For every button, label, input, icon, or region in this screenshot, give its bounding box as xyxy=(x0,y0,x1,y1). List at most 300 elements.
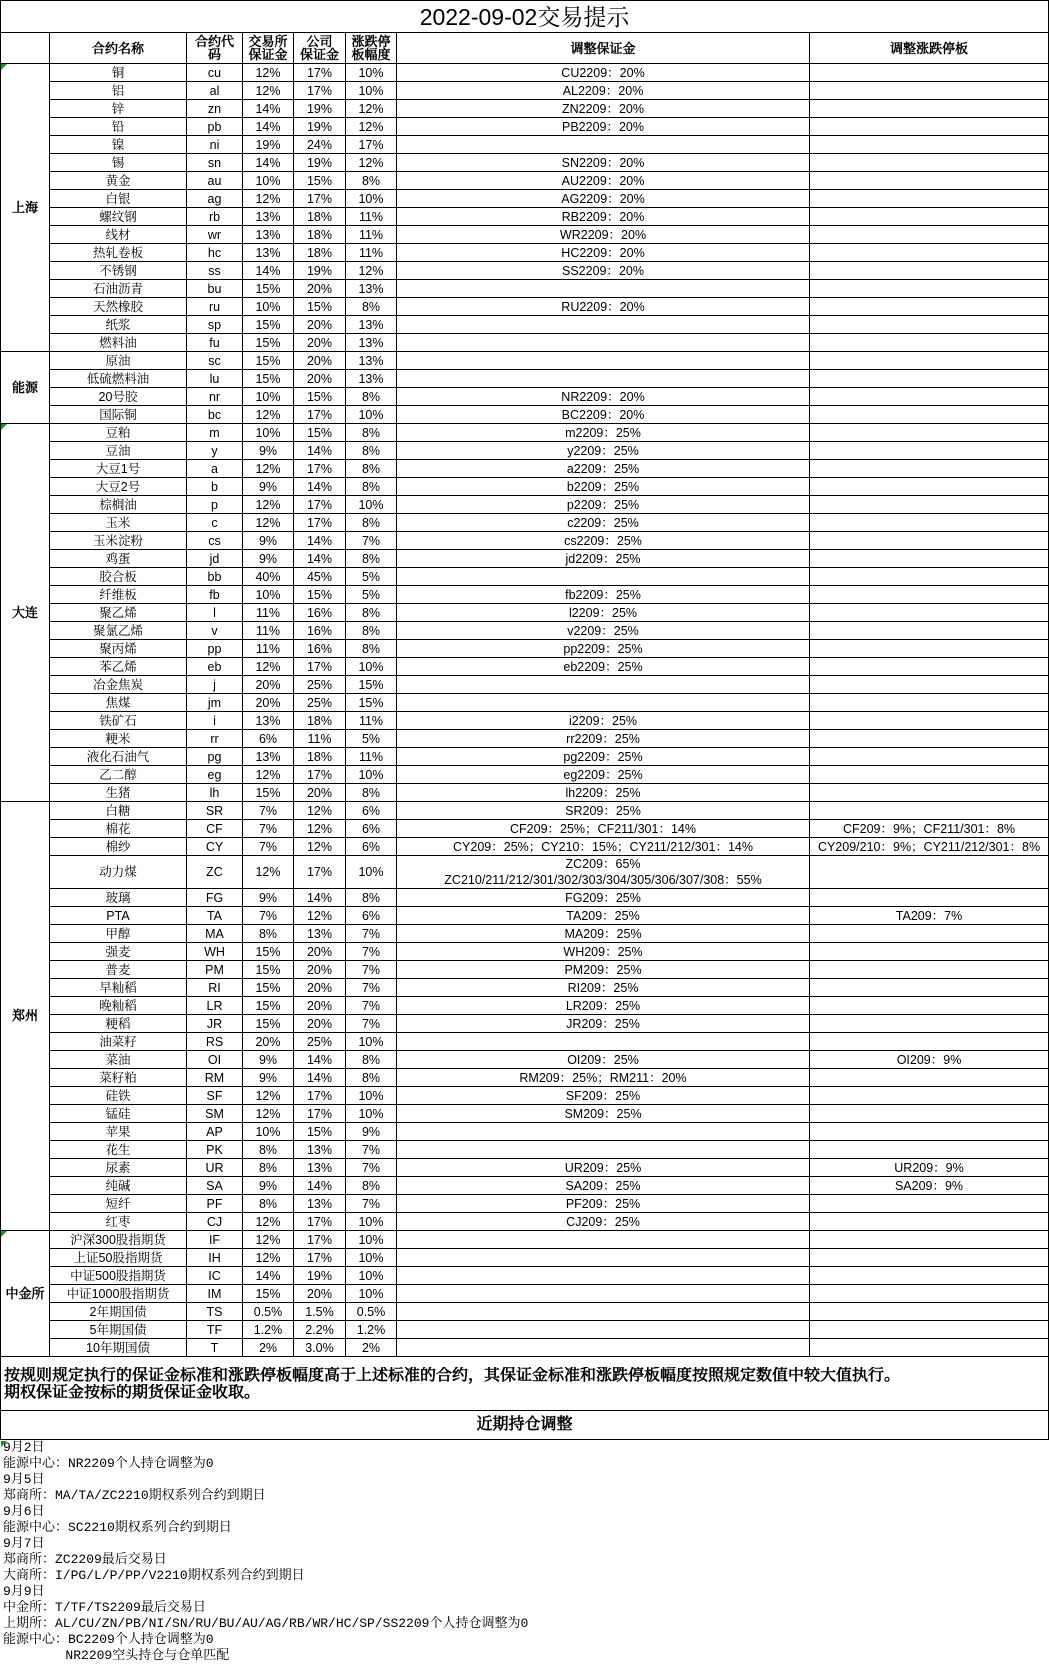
table-row xyxy=(1,820,1049,838)
adjusted-limit-cell xyxy=(810,694,1049,712)
adjusted-limit-cell xyxy=(810,208,1049,226)
exchange-margin-cell: 20% xyxy=(243,1033,294,1051)
table-row xyxy=(1,586,1049,604)
table-row xyxy=(1,334,1049,352)
company-margin-cell: 16% xyxy=(294,622,346,640)
contract-code-cell: nr xyxy=(187,388,243,406)
holding-line: 郑商所：ZC2209最后交易日 xyxy=(3,1552,167,1567)
adjusted-limit-cell: SA209：9% xyxy=(810,1177,1049,1195)
exchange-margin-cell: 13% xyxy=(243,712,294,730)
adjusted-margin-cell xyxy=(397,676,810,694)
table-row xyxy=(1,640,1049,658)
price-limit-cell: 7% xyxy=(346,961,397,979)
price-limit-cell: 10% xyxy=(346,1285,397,1303)
company-margin-cell: 13% xyxy=(294,1159,346,1177)
table-row xyxy=(1,424,1049,442)
adjusted-limit-cell xyxy=(810,154,1049,172)
company-margin-cell: 19% xyxy=(294,100,346,118)
exchange-margin-cell: 9% xyxy=(243,1069,294,1087)
adjusted-margin-cell: fb2209：25% xyxy=(397,586,810,604)
exchange-margin-cell: 15% xyxy=(243,979,294,997)
contract-name-cell: 纤维板 xyxy=(50,586,187,604)
exchange-margin-cell: 8% xyxy=(243,1141,294,1159)
contract-name-cell: 铁矿石 xyxy=(50,712,187,730)
column-header-exchange-margin: 交易所 保证金 xyxy=(243,33,294,64)
contract-code-cell: rr xyxy=(187,730,243,748)
contract-code-cell: ag xyxy=(187,190,243,208)
contract-code-cell: jm xyxy=(187,694,243,712)
exchange-margin-cell: 13% xyxy=(243,244,294,262)
company-margin-cell: 20% xyxy=(294,961,346,979)
contract-name-cell: 豆粕 xyxy=(50,424,187,442)
price-limit-cell: 10% xyxy=(346,1213,397,1231)
adjusted-margin-cell xyxy=(397,1285,810,1303)
adjusted-limit-cell xyxy=(810,532,1049,550)
contract-name-cell: 石油沥青 xyxy=(50,280,187,298)
table-row xyxy=(1,1213,1049,1231)
contract-name-cell: 晚籼稻 xyxy=(50,997,187,1015)
company-margin-cell: 20% xyxy=(294,352,346,370)
holding-line: 9月5日 xyxy=(3,1472,45,1487)
adjusted-margin-cell xyxy=(397,1123,810,1141)
column-header-contract-code: 合约代 码 xyxy=(187,33,243,64)
contract-code-cell: LR xyxy=(187,997,243,1015)
table-head xyxy=(1,1,1049,64)
contract-code-cell: IC xyxy=(187,1267,243,1285)
contract-name-cell: 锰硅 xyxy=(50,1105,187,1123)
adjusted-limit-cell xyxy=(810,82,1049,100)
exchange-margin-cell: 12% xyxy=(243,64,294,82)
price-limit-cell: 8% xyxy=(346,424,397,442)
adjusted-limit-cell xyxy=(810,766,1049,784)
table-row xyxy=(1,1069,1049,1087)
table-row xyxy=(1,961,1049,979)
company-margin-cell: 17% xyxy=(294,1249,346,1267)
price-limit-cell: 8% xyxy=(346,604,397,622)
company-margin-cell: 17% xyxy=(294,1213,346,1231)
exchange-margin-cell: 15% xyxy=(243,280,294,298)
contract-name-cell: 热轧卷板 xyxy=(50,244,187,262)
contract-name-cell: 2年期国债 xyxy=(50,1303,187,1321)
adjusted-limit-cell xyxy=(810,1285,1049,1303)
contract-code-cell: sn xyxy=(187,154,243,172)
table-row xyxy=(1,244,1049,262)
adjusted-margin-cell: NR2209：20% xyxy=(397,388,810,406)
adjusted-limit-cell xyxy=(810,586,1049,604)
adjusted-margin-cell: LR209：25% xyxy=(397,997,810,1015)
contract-code-cell: RI xyxy=(187,979,243,997)
company-margin-cell: 14% xyxy=(294,1177,346,1195)
adjusted-margin-cell: RB2209：20% xyxy=(397,208,810,226)
contract-code-cell: i xyxy=(187,712,243,730)
adjusted-limit-cell xyxy=(810,925,1049,943)
contract-code-cell: c xyxy=(187,514,243,532)
contract-name-cell: 棉花 xyxy=(50,820,187,838)
table-row xyxy=(1,478,1049,496)
company-margin-cell: 2.2% xyxy=(294,1321,346,1339)
table-row xyxy=(1,784,1049,802)
price-limit-cell: 7% xyxy=(346,1015,397,1033)
exchange-margin-cell: 12% xyxy=(243,514,294,532)
exchange-margin-cell: 12% xyxy=(243,190,294,208)
contract-name-cell: 沪深300股指期货 xyxy=(50,1231,187,1249)
company-margin-cell: 14% xyxy=(294,442,346,460)
price-limit-cell: 10% xyxy=(346,64,397,82)
contract-name-cell: 白糖 xyxy=(50,802,187,820)
adjusted-margin-cell: CU2209：20% xyxy=(397,64,810,82)
contract-name-cell: 镍 xyxy=(50,136,187,154)
adjusted-margin-cell: AG2209：20% xyxy=(397,190,810,208)
holding-line: 9月2日 xyxy=(3,1440,45,1455)
adjusted-margin-cell: ZN2209：20% xyxy=(397,100,810,118)
company-margin-cell: 15% xyxy=(294,1123,346,1141)
price-limit-cell: 8% xyxy=(346,298,397,316)
table-row xyxy=(1,514,1049,532)
company-margin-cell: 14% xyxy=(294,478,346,496)
adjusted-limit-cell xyxy=(810,262,1049,280)
contract-code-cell: j xyxy=(187,676,243,694)
table-row xyxy=(1,118,1049,136)
adjusted-limit-cell xyxy=(810,1267,1049,1285)
company-margin-cell: 17% xyxy=(294,514,346,532)
adjusted-margin-cell xyxy=(397,1033,810,1051)
cell-comment-indicator-icon xyxy=(1,1231,7,1237)
contract-name-cell: 冶金焦炭 xyxy=(50,676,187,694)
company-margin-cell: 16% xyxy=(294,604,346,622)
table-row xyxy=(1,604,1049,622)
company-margin-cell: 17% xyxy=(294,460,346,478)
contract-code-cell: cs xyxy=(187,532,243,550)
rule-note: 按规则规定执行的保证金标准和涨跌停板幅度高于上述标准的合约，其保证金标准和涨跌停板幅度按照规定数值中较大值执行。 xyxy=(4,1367,901,1384)
exchange-margin-cell: 10% xyxy=(243,1123,294,1141)
table-row xyxy=(1,1195,1049,1213)
adjusted-margin-cell xyxy=(397,1267,810,1285)
adjusted-margin-cell xyxy=(397,316,810,334)
table-row xyxy=(1,1321,1049,1339)
table-row xyxy=(1,1033,1049,1051)
contract-name-cell: 20号胶 xyxy=(50,388,187,406)
table-row xyxy=(1,1339,1049,1357)
exchange-margin-cell: 20% xyxy=(243,694,294,712)
contract-code-cell: ZC xyxy=(187,856,243,889)
price-limit-cell: 15% xyxy=(346,676,397,694)
contract-name-cell: 棕榈油 xyxy=(50,496,187,514)
adjusted-limit-cell: CF209：9%；CF211/301：8% xyxy=(810,820,1049,838)
adjusted-margin-cell xyxy=(397,1249,810,1267)
cell-comment-indicator-icon xyxy=(1,64,7,70)
table-row xyxy=(1,1105,1049,1123)
contract-code-cell: p xyxy=(187,496,243,514)
table-row xyxy=(1,136,1049,154)
table-row xyxy=(1,712,1049,730)
adjusted-limit-cell xyxy=(810,1213,1049,1231)
table-row xyxy=(1,496,1049,514)
price-limit-cell: 7% xyxy=(346,925,397,943)
contract-name-cell: 苹果 xyxy=(50,1123,187,1141)
price-limit-cell: 10% xyxy=(346,1267,397,1285)
price-limit-cell: 12% xyxy=(346,154,397,172)
price-limit-cell: 6% xyxy=(346,802,397,820)
adjusted-limit-cell xyxy=(810,979,1049,997)
contract-name-cell: 粳稻 xyxy=(50,1015,187,1033)
price-limit-cell: 7% xyxy=(346,1159,397,1177)
price-limit-cell: 6% xyxy=(346,907,397,925)
table-row xyxy=(1,82,1049,100)
adjusted-margin-cell: lh2209：25% xyxy=(397,784,810,802)
adjusted-margin-cell xyxy=(397,1231,810,1249)
company-margin-cell: 12% xyxy=(294,838,346,856)
company-margin-cell: 17% xyxy=(294,1231,346,1249)
contract-code-cell: T xyxy=(187,1339,243,1357)
exchange-cell: 中金所 xyxy=(1,1231,50,1357)
holding-line: 中金所：T/TF/TS2209最后交易日 xyxy=(3,1600,206,1615)
adjusted-margin-cell: i2209：25% xyxy=(397,712,810,730)
exchange-margin-cell: 13% xyxy=(243,226,294,244)
table-row xyxy=(1,280,1049,298)
contract-name-cell: 燃料油 xyxy=(50,334,187,352)
adjusted-limit-cell xyxy=(810,1249,1049,1267)
company-margin-cell: 20% xyxy=(294,979,346,997)
holdings-section-title: 近期持仓调整 xyxy=(0,1410,1049,1440)
company-margin-cell: 20% xyxy=(294,784,346,802)
price-limit-cell: 10% xyxy=(346,1231,397,1249)
contract-name-cell: 红枣 xyxy=(50,1213,187,1231)
adjusted-limit-cell xyxy=(810,406,1049,424)
table-row xyxy=(1,1141,1049,1159)
exchange-margin-cell: 15% xyxy=(243,943,294,961)
exchange-margin-cell: 15% xyxy=(243,997,294,1015)
exchange-cell: 郑州 xyxy=(1,802,50,1231)
contract-name-cell: 普麦 xyxy=(50,961,187,979)
contract-code-cell: RM xyxy=(187,1069,243,1087)
adjusted-margin-cell: JR209：25% xyxy=(397,1015,810,1033)
exchange-margin-cell: 9% xyxy=(243,532,294,550)
exchange-margin-cell: 13% xyxy=(243,748,294,766)
price-limit-cell: 10% xyxy=(346,496,397,514)
table-row xyxy=(1,1051,1049,1069)
contract-name-cell: 油菜籽 xyxy=(50,1033,187,1051)
adjusted-limit-cell xyxy=(810,748,1049,766)
price-limit-cell: 10% xyxy=(346,1033,397,1051)
table-row xyxy=(1,1303,1049,1321)
company-margin-cell: 20% xyxy=(294,280,346,298)
contract-name-cell: 纸浆 xyxy=(50,316,187,334)
contract-code-cell: sp xyxy=(187,316,243,334)
contract-code-cell: bu xyxy=(187,280,243,298)
adjusted-limit-cell xyxy=(810,424,1049,442)
contract-code-cell: OI xyxy=(187,1051,243,1069)
table-row xyxy=(1,208,1049,226)
table-row xyxy=(1,856,1049,889)
adjusted-limit-cell xyxy=(810,1321,1049,1339)
adjusted-limit-cell xyxy=(810,118,1049,136)
exchange-margin-cell: 12% xyxy=(243,1231,294,1249)
company-margin-cell: 17% xyxy=(294,1087,346,1105)
adjusted-margin-cell: cs2209：25% xyxy=(397,532,810,550)
contract-code-cell: m xyxy=(187,424,243,442)
company-margin-cell: 25% xyxy=(294,676,346,694)
adjusted-margin-cell: c2209：25% xyxy=(397,514,810,532)
company-margin-cell: 12% xyxy=(294,802,346,820)
company-margin-cell: 18% xyxy=(294,748,346,766)
adjusted-margin-cell: l2209：25% xyxy=(397,604,810,622)
holding-line: 9月6日 xyxy=(3,1504,45,1519)
adjusted-limit-cell xyxy=(810,334,1049,352)
adjusted-limit-cell xyxy=(810,190,1049,208)
adjusted-margin-cell: HC2209：20% xyxy=(397,244,810,262)
adjusted-margin-cell: WR2209：20% xyxy=(397,226,810,244)
price-limit-cell: 8% xyxy=(346,460,397,478)
adjusted-limit-cell xyxy=(810,1105,1049,1123)
contract-code-cell: ru xyxy=(187,298,243,316)
company-margin-cell: 14% xyxy=(294,889,346,907)
table-row xyxy=(1,1087,1049,1105)
company-margin-cell: 18% xyxy=(294,226,346,244)
price-limit-cell: 8% xyxy=(346,640,397,658)
adjusted-limit-cell xyxy=(810,889,1049,907)
company-margin-cell: 20% xyxy=(294,1015,346,1033)
table-row xyxy=(1,1159,1049,1177)
adjusted-limit-cell: UR209：9% xyxy=(810,1159,1049,1177)
contract-name-cell: 菜籽粕 xyxy=(50,1069,187,1087)
price-limit-cell: 11% xyxy=(346,208,397,226)
table-row xyxy=(1,676,1049,694)
table-row xyxy=(1,406,1049,424)
adjusted-limit-cell xyxy=(810,676,1049,694)
contract-code-cell: JR xyxy=(187,1015,243,1033)
exchange-margin-cell: 9% xyxy=(243,442,294,460)
table-row xyxy=(1,925,1049,943)
company-margin-cell: 14% xyxy=(294,1069,346,1087)
table-body xyxy=(1,64,1049,1357)
exchange-margin-cell: 19% xyxy=(243,136,294,154)
contract-name-cell: 低硫燃料油 xyxy=(50,370,187,388)
price-limit-cell: 7% xyxy=(346,943,397,961)
exchange-margin-cell: 2% xyxy=(243,1339,294,1357)
price-limit-cell: 8% xyxy=(346,1069,397,1087)
price-limit-cell: 12% xyxy=(346,262,397,280)
contract-code-cell: fb xyxy=(187,586,243,604)
exchange-margin-cell: 7% xyxy=(243,838,294,856)
contract-name-cell: PTA xyxy=(50,907,187,925)
contract-name-cell: 甲醇 xyxy=(50,925,187,943)
table-row xyxy=(1,748,1049,766)
exchange-margin-cell: 12% xyxy=(243,496,294,514)
adjusted-margin-cell: y2209：25% xyxy=(397,442,810,460)
price-limit-cell: 11% xyxy=(346,244,397,262)
rule-notes xyxy=(0,1356,1049,1410)
price-limit-cell: 10% xyxy=(346,856,397,889)
company-margin-cell: 16% xyxy=(294,640,346,658)
column-header-company-margin: 公司 保证金 xyxy=(294,33,346,64)
price-limit-cell: 10% xyxy=(346,766,397,784)
adjusted-limit-cell xyxy=(810,1069,1049,1087)
table-row xyxy=(1,298,1049,316)
company-margin-cell: 14% xyxy=(294,532,346,550)
adjusted-limit-cell xyxy=(810,712,1049,730)
contract-name-cell: 线材 xyxy=(50,226,187,244)
table-row xyxy=(1,262,1049,280)
adjusted-limit-cell xyxy=(810,856,1049,889)
contract-code-cell: au xyxy=(187,172,243,190)
table-row xyxy=(1,622,1049,640)
adjusted-margin-cell xyxy=(397,370,810,388)
company-margin-cell: 24% xyxy=(294,136,346,154)
price-limit-cell: 11% xyxy=(346,748,397,766)
contract-code-cell: PM xyxy=(187,961,243,979)
price-limit-cell: 6% xyxy=(346,820,397,838)
table-row xyxy=(1,190,1049,208)
column-header-adjusted-limit: 调整涨跌停板 xyxy=(810,33,1049,64)
price-limit-cell: 8% xyxy=(346,514,397,532)
table-row xyxy=(1,889,1049,907)
adjusted-margin-cell: jd2209：25% xyxy=(397,550,810,568)
price-limit-cell: 8% xyxy=(346,388,397,406)
contract-code-cell: SR xyxy=(187,802,243,820)
company-margin-cell: 18% xyxy=(294,244,346,262)
holding-line: 能源中心：BC2209个人持仓调整为0 xyxy=(3,1632,214,1647)
contract-name-cell: 乙二醇 xyxy=(50,766,187,784)
contract-name-cell: 中证500股指期货 xyxy=(50,1267,187,1285)
adjusted-margin-cell: MA209：25% xyxy=(397,925,810,943)
table-row xyxy=(1,1015,1049,1033)
contract-code-cell: WH xyxy=(187,943,243,961)
contract-code-cell: TF xyxy=(187,1321,243,1339)
contract-code-cell: bb xyxy=(187,568,243,586)
table-row xyxy=(1,694,1049,712)
header-row xyxy=(1,33,1049,64)
contract-code-cell: a xyxy=(187,460,243,478)
adjusted-margin-cell: eg2209：25% xyxy=(397,766,810,784)
exchange-margin-cell: 6% xyxy=(243,730,294,748)
contract-name-cell: 玉米 xyxy=(50,514,187,532)
adjusted-limit-cell xyxy=(810,442,1049,460)
contract-name-cell: 苯乙烯 xyxy=(50,658,187,676)
adjusted-limit-cell xyxy=(810,280,1049,298)
adjusted-limit-cell xyxy=(810,136,1049,154)
table-row xyxy=(1,979,1049,997)
contract-name-cell: 胶合板 xyxy=(50,568,187,586)
table-row xyxy=(1,730,1049,748)
contract-code-cell: ni xyxy=(187,136,243,154)
table-row xyxy=(1,1267,1049,1285)
price-limit-cell: 17% xyxy=(346,136,397,154)
price-limit-cell: 5% xyxy=(346,568,397,586)
contract-name-cell: 国际铜 xyxy=(50,406,187,424)
table-row xyxy=(1,1123,1049,1141)
adjusted-margin-cell: BC2209：20% xyxy=(397,406,810,424)
contract-name-cell: 玉米淀粉 xyxy=(50,532,187,550)
contract-code-cell: pp xyxy=(187,640,243,658)
table-row xyxy=(1,172,1049,190)
table-row xyxy=(1,532,1049,550)
table-row xyxy=(1,1285,1049,1303)
price-limit-cell: 8% xyxy=(346,889,397,907)
company-margin-cell: 20% xyxy=(294,1285,346,1303)
exchange-margin-cell: 13% xyxy=(243,208,294,226)
price-limit-cell: 10% xyxy=(346,1087,397,1105)
contract-name-cell: 玻璃 xyxy=(50,889,187,907)
price-limit-cell: 8% xyxy=(346,172,397,190)
adjusted-margin-cell: UR209：25% xyxy=(397,1159,810,1177)
exchange-cell: 能源 xyxy=(1,352,50,424)
adjusted-limit-cell xyxy=(810,1339,1049,1357)
table-row xyxy=(1,1231,1049,1249)
company-margin-cell: 17% xyxy=(294,1105,346,1123)
adjusted-limit-cell: TA209：7% xyxy=(810,907,1049,925)
table-row xyxy=(1,997,1049,1015)
exchange-margin-cell: 8% xyxy=(243,1195,294,1213)
